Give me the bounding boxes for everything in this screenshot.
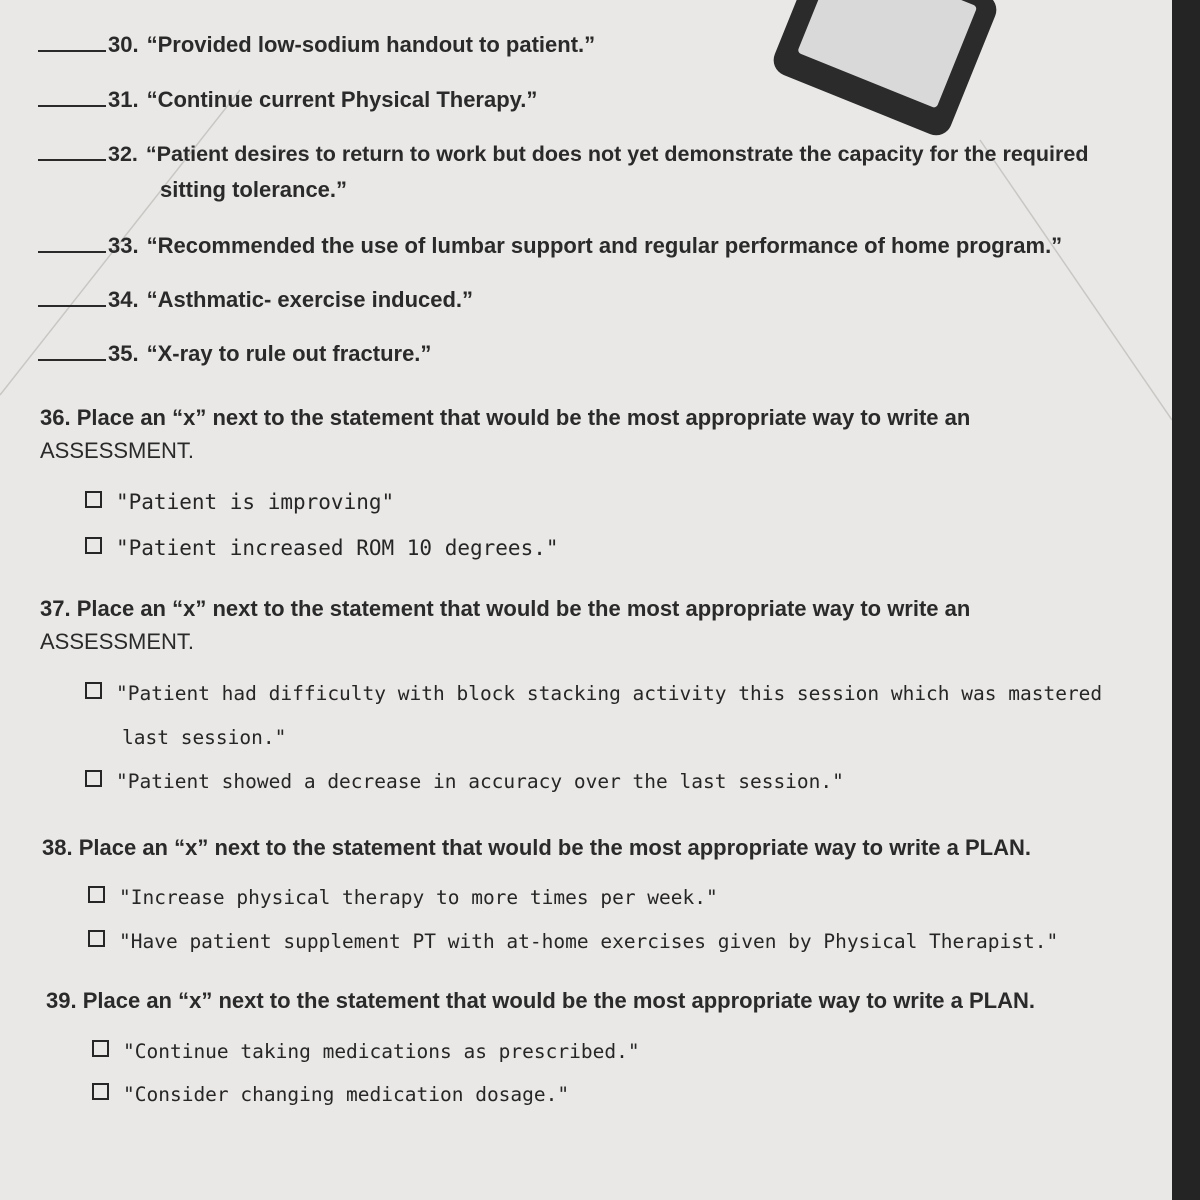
matching-item-34: 34. “Asthmatic- exercise induced.” [38, 287, 473, 313]
question-36-prompt: 36. Place an “x” next to the statement that would be the most appropriate way to write an [40, 405, 971, 430]
question-36-option-2[interactable]: "Patient increased ROM 10 degrees." [85, 536, 559, 560]
question-39-prompt: 39. Place an “x” next to the statement that would be the most appropriate way to write a PLAN. [46, 988, 1036, 1013]
question-39-option-2[interactable]: "Consider changing medication dosage." [92, 1083, 569, 1106]
checkbox[interactable] [92, 1040, 109, 1057]
answer-blank[interactable] [38, 359, 106, 361]
question-37-option-1[interactable]: "Patient had difficulty with block stacking activity this session which was mastered [85, 682, 1102, 705]
question-38-option-1[interactable]: "Increase physical therapy to more times per week." [88, 886, 718, 909]
matching-item-33: 33. “Recommended the use of lumbar support and regular performance of home program.” [38, 233, 1062, 259]
checkbox[interactable] [85, 770, 102, 787]
matching-item-31: 31. “Continue current Physical Therapy.” [38, 87, 537, 113]
answer-blank[interactable] [38, 159, 106, 161]
question-39-option-1[interactable]: "Continue taking medications as prescribed." [92, 1040, 640, 1063]
answer-blank[interactable] [38, 50, 106, 52]
tablet-screen [797, 0, 977, 109]
background-edge [1172, 0, 1200, 1200]
matching-item-30: 30. “Provided low-sodium handout to patient.” [38, 32, 595, 58]
question-37-prompt-continuation: ASSESSMENT. [40, 629, 195, 654]
answer-blank[interactable] [38, 305, 106, 307]
checkbox[interactable] [88, 886, 105, 903]
answer-blank[interactable] [38, 105, 106, 107]
checkbox[interactable] [85, 682, 102, 699]
matching-item-32-continuation: sitting tolerance.” [160, 177, 348, 202]
matching-item-35: 35. “X-ray to rule out fracture.” [38, 341, 431, 367]
checkbox[interactable] [92, 1083, 109, 1100]
checkbox[interactable] [88, 930, 105, 947]
tablet-device [769, 0, 1001, 140]
question-38-option-2[interactable]: "Have patient supplement PT with at-home exercises given by Physical Therapist." [88, 930, 1058, 953]
question-38-prompt: 38. Place an “x” next to the statement that would be the most appropriate way to write a PLAN. [42, 835, 1032, 860]
checkbox[interactable] [85, 491, 102, 508]
question-36-option-1[interactable]: "Patient is improving" [85, 490, 394, 514]
question-37-option-1-continuation: last session." [122, 726, 287, 749]
question-37-prompt: 37. Place an “x” next to the statement that would be the most appropriate way to write an [40, 596, 971, 621]
answer-blank[interactable] [38, 251, 106, 253]
question-37-option-2[interactable]: "Patient showed a decrease in accuracy over the last session." [85, 770, 844, 793]
checkbox[interactable] [85, 537, 102, 554]
question-36-prompt-continuation: ASSESSMENT. [40, 438, 195, 463]
matching-item-32: 32. “Patient desires to return to work but does not yet demonstrate the capacity for the required [38, 142, 1088, 167]
